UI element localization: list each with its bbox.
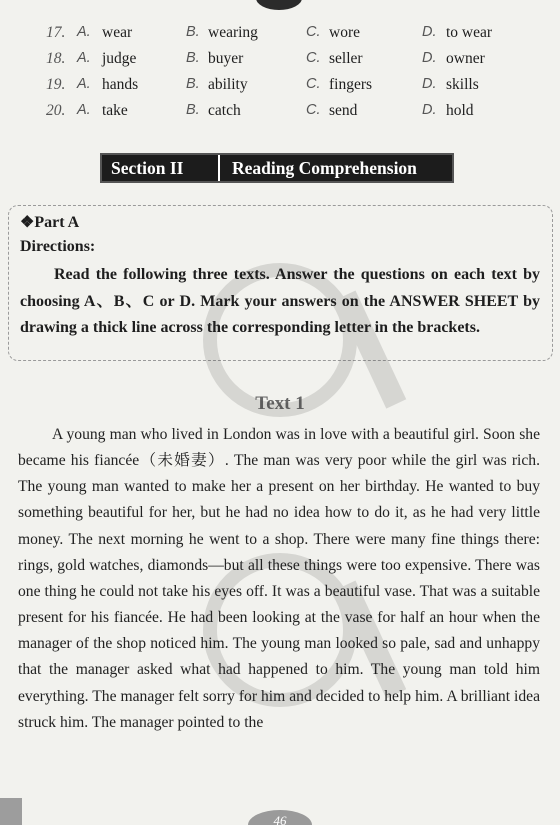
page-header-strip <box>0 0 560 10</box>
option-b: buyer <box>208 50 244 67</box>
option-d: to wear <box>446 24 493 41</box>
section-banner <box>100 153 454 183</box>
question-number: 17. <box>46 24 66 41</box>
option-letter-c: C. <box>306 50 321 66</box>
part-title: ❖Part A <box>20 214 80 231</box>
option-d: skills <box>446 76 479 93</box>
option-c: wore <box>329 24 360 41</box>
passage-body: A young man who lived in London was in love with a beautiful girl. Soon she became his fiancée（未婚妻）. The man was very poor while the girl was rich. The young man wanted to make her a present on her birthday. He wanted to buy something beautiful for her, but he had no idea how to do it, as he had very little money. The next morning he went to a shop. There were many fine things there: rings, gold watches, diamonds—but all these things were too expensive. There was one thing he could not take his eyes off. It was a beautiful vase. That was a suitable present for his fiancée. He had been looking at the vase for half an hour when the manager of the shop noticed him. The young man looked so pale, sad and unhappy that the manager asked what had happened to him. The young man told him everything. The manager felt sorry for him and decided to help him. A brilliant idea struck him. The manager pointed to the <box>18 426 540 731</box>
option-letter-b: B. <box>186 76 200 92</box>
question-number: 19. <box>46 76 66 93</box>
option-d: hold <box>446 102 474 119</box>
section-label: Section II <box>102 155 220 181</box>
page-number-tab <box>248 810 312 825</box>
answer-options <box>46 24 526 128</box>
option-letter-d: D. <box>422 76 437 92</box>
page-number: 46 <box>273 813 287 825</box>
option-row-18 <box>46 50 526 76</box>
option-row-20 <box>46 102 526 128</box>
option-d: owner <box>446 50 485 67</box>
option-row-19 <box>46 76 526 102</box>
option-c: seller <box>329 50 363 67</box>
section-title: Reading Comprehension <box>232 157 417 178</box>
option-letter-d: D. <box>422 50 437 66</box>
option-c: fingers <box>329 76 373 93</box>
directions-text: Read the following three texts. Answer the questions on each text by choosing A、B、C or D. Mark your answers on the ANSWER SHEET by drawing a thick line across the corresponding letter in the brackets. <box>20 266 540 337</box>
option-a: hands <box>102 76 139 93</box>
option-row-17 <box>46 24 526 50</box>
option-b: ability <box>208 76 248 93</box>
question-number: 20. <box>46 102 66 119</box>
option-letter-a: A. <box>77 24 91 40</box>
option-a: judge <box>102 50 137 67</box>
option-letter-b: B. <box>186 102 200 118</box>
option-a: take <box>102 102 128 119</box>
option-letter-a: A. <box>77 102 91 118</box>
option-letter-b: B. <box>186 50 200 66</box>
option-b: wearing <box>208 24 258 41</box>
option-letter-a: A. <box>77 50 91 66</box>
page-corner-mark <box>0 798 22 825</box>
option-letter-d: D. <box>422 102 437 118</box>
option-letter-c: C. <box>306 24 321 40</box>
option-letter-b: B. <box>186 24 200 40</box>
option-letter-c: C. <box>306 102 321 118</box>
question-number: 18. <box>46 50 66 67</box>
option-letter-c: C. <box>306 76 321 92</box>
option-letter-a: A. <box>77 76 91 92</box>
option-c: send <box>329 102 358 119</box>
option-a: wear <box>102 24 133 41</box>
header-logo-badge <box>256 0 302 10</box>
text-title: Text 1 <box>255 393 305 414</box>
option-letter-d: D. <box>422 24 437 40</box>
option-b: catch <box>208 102 241 119</box>
directions-label: Directions: <box>20 238 96 255</box>
